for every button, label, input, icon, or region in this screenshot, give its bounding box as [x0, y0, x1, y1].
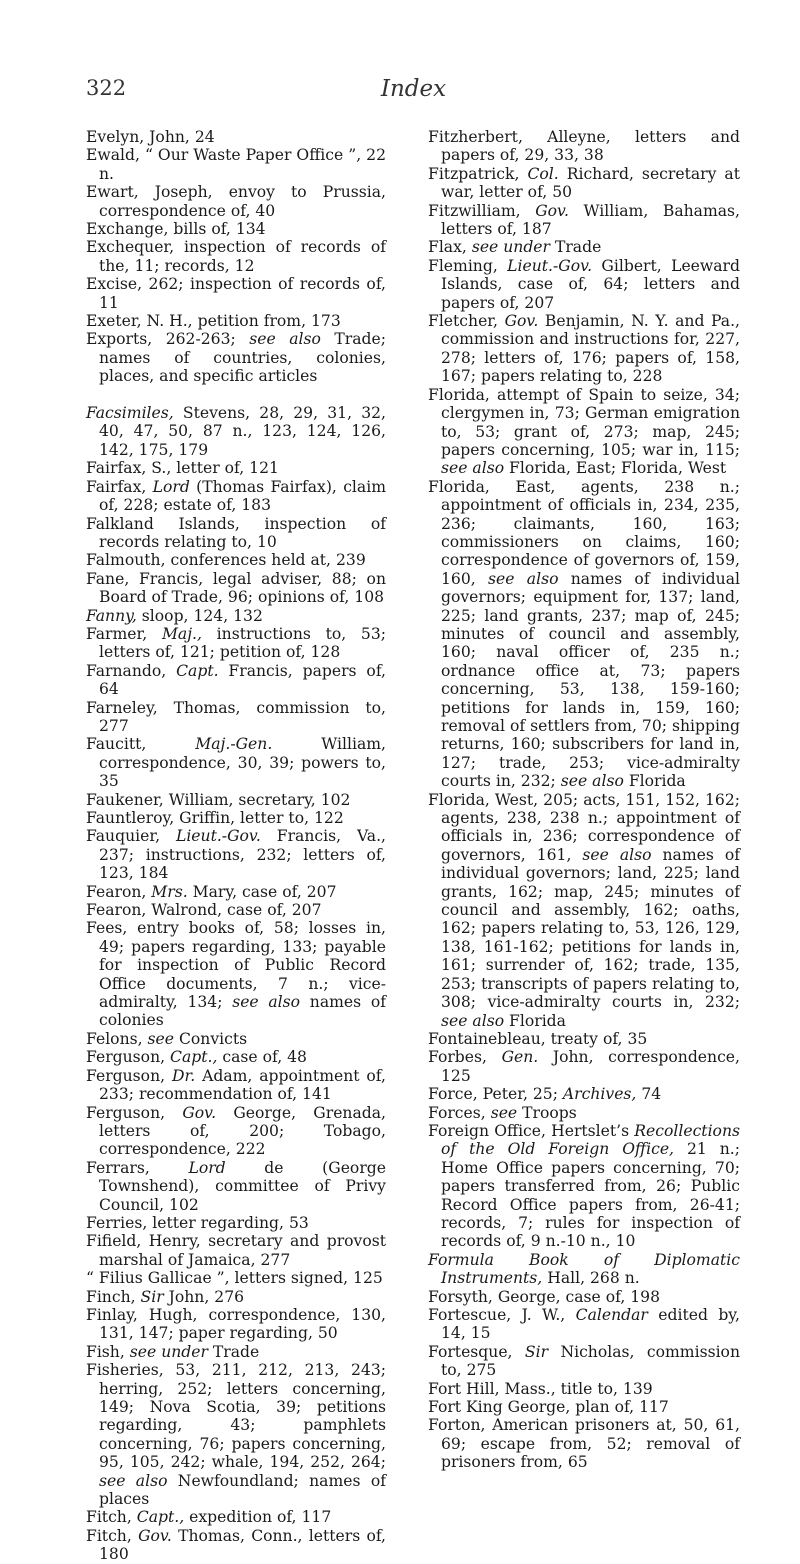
index-entry	[86, 809, 386, 827]
entry-text: Fisheries, 53, 211, 212, 213, 243; herring, 252; letters concerning, 149; Nova Scotia, 39; petitions regarding, 43; pamphlets concerning, 76; papers concerning, 95, 105, 242; whale, 194, 252, 264;	[86, 1361, 386, 1472]
entry-text: Falkland Islands, inspection of records relating to, 10	[86, 514, 386, 551]
index-entry	[86, 1214, 386, 1232]
entry-text: Ferries, letter regarding, 53	[86, 1213, 309, 1232]
entry-text: Francis, Va., 237; instructions, 232; letters of, 123, 184	[99, 827, 387, 883]
index-entry	[428, 128, 740, 165]
italic-text: Capt.	[176, 661, 219, 680]
index-entry	[86, 883, 386, 901]
entry-text: Excise, 262; inspection of records of, 11	[86, 275, 386, 312]
entry-text: Faucitt,	[86, 735, 196, 754]
entry-text: Convicts	[174, 1029, 248, 1048]
entry-text: Fees, entry books of, 58; losses in, 49; papers regarding, 133; payable for inspection of Public Record Office documents, 7 n.; vice-admiralty, 134;	[86, 919, 386, 1012]
entry-text: Fish,	[86, 1342, 130, 1361]
entry-text: Florida, East; Florida, West	[504, 459, 727, 478]
entry-text: Farnando,	[86, 661, 177, 680]
entry-text: Felons,	[86, 1029, 148, 1048]
index-entry	[86, 551, 386, 569]
italic-text: Sir	[140, 1287, 164, 1306]
entry-text: William, correspondence, 30, 39; powers to, 35	[99, 735, 386, 791]
italic-text: Gov.	[182, 1103, 217, 1122]
entry-text: Florida, attempt of Spain to seize, 34; clergymen in, 73; German emigration to, 53; grant of, 273; map, 245; papers concerning, 105; war in, 115;	[428, 385, 740, 459]
entry-text: Fairfax,	[86, 477, 153, 496]
italic-text: see also	[582, 845, 652, 864]
entry-text: Nicholas, commission to, 275	[441, 1342, 740, 1380]
entry-text: Fearon, Walrond, case of, 207	[86, 901, 322, 920]
entry-text: Fitzherbert, Alleyne, letters and papers of, 29, 33, 38	[428, 128, 740, 165]
entry-text: Stevens, 28, 29, 31, 32, 40, 47, 50, 87 n., 123, 124, 126, 142, 175, 179	[99, 404, 386, 459]
right-column	[428, 128, 740, 1472]
index-entry	[86, 735, 386, 790]
index-entry	[86, 404, 386, 459]
italic-text: Formula Book of Diplomatic Instruments,	[428, 1250, 740, 1288]
index-entry	[428, 1104, 740, 1122]
italic-text: Capt.,	[136, 1508, 185, 1527]
index-entry	[86, 128, 386, 146]
index-entry	[86, 478, 386, 515]
entry-text: Benjamin, N. Y. and Pa., commission and instructions for, 227, 278; letters of, 176; papers of, 158, 167; papers relating to, 228	[441, 312, 740, 386]
entry-text: Evelyn, John, 24	[86, 128, 215, 146]
italic-text: Gov.	[138, 1526, 172, 1545]
index-entry	[428, 1416, 740, 1471]
entry-text: Fauquier,	[86, 827, 176, 846]
index-entry	[86, 1343, 386, 1361]
italic-text: Lord	[188, 1158, 226, 1177]
index-entry	[86, 220, 386, 238]
index-entry	[86, 1030, 386, 1048]
entry-text: “ Filius Gallicae ”, letters signed, 125	[86, 1269, 383, 1288]
italic-text: Lord	[152, 477, 190, 496]
entry-text: Flax,	[428, 238, 472, 257]
index-entry	[86, 1508, 386, 1526]
entry-text: de (George Townshend), committee of Privy Council, 102	[99, 1158, 386, 1214]
italic-text: Lieut.-Gov.	[175, 827, 261, 846]
entry-text: Ewald, “ Our Waste Paper Office ”, 22 n.	[86, 146, 386, 183]
entry-text: 21 n.; Home Office papers concerning, 70; papers transferred from, 26; Public Record Office papers from, 26-41; records, 7; rules for inspection of records of, 9 n.-10 n., 10	[441, 1140, 740, 1251]
entry-text: instructions to, 53; letters of, 121; petition of, 128	[99, 624, 386, 662]
italic-text: see also	[560, 772, 624, 791]
italic-text: Gov.	[504, 312, 539, 331]
index-entry	[86, 570, 386, 607]
index-entry	[428, 257, 740, 312]
entry-text: Trade	[207, 1342, 260, 1361]
entry-text: Fitch,	[86, 1508, 137, 1527]
italic-text: Calendar	[575, 1306, 648, 1324]
index-entry	[86, 699, 386, 736]
index-entry	[86, 459, 386, 477]
index-entry	[86, 275, 386, 312]
entry-text: Fleming,	[428, 256, 508, 275]
italic-text: Mrs.	[151, 882, 188, 901]
entry-text: Fortesque,	[428, 1342, 525, 1361]
entry-text: Forbes,	[428, 1048, 502, 1067]
entry-text: William, Bahamas, letters of, 187	[441, 201, 740, 239]
italic-text: Maj.,	[161, 624, 202, 643]
entry-text: Newfoundland; names of places	[99, 1471, 386, 1509]
italic-text: Sir	[524, 1342, 549, 1361]
index-entry	[86, 515, 386, 552]
index-entry	[86, 791, 386, 809]
entry-text: names of individual governors; equipment for, 137; land, 225; land grants, 237; map of, 245; minutes of council and assembly, 160; naval officer of, 235 n.; ordnance office at, 73; papers concerning, 53, 138, 159-160; petitions for lands in, 159, 160; removal of settlers from, 70; shipping returns, 160; subscribers for land in, 127; trade, 253; vice-admiralty courts in, 232;	[441, 569, 740, 791]
entry-text: edited by, 14, 15	[441, 1306, 740, 1343]
index-entry	[86, 662, 386, 699]
index-entry	[86, 1067, 386, 1104]
index-entry	[428, 386, 740, 478]
entry-text: Forton, American prisoners at, 50, 61, 69; escape from, 52; removal of prisoners from, 65	[428, 1416, 740, 1472]
entry-text: Fitch,	[86, 1526, 139, 1545]
index-entry	[428, 1306, 740, 1343]
index-entry	[428, 1288, 740, 1306]
entry-text: Mary, case of, 207	[187, 882, 337, 901]
entry-text: Falmouth, conferences held at, 239	[86, 551, 366, 570]
entry-text: Florida	[504, 1011, 566, 1030]
entry-text: Ferguson,	[86, 1048, 171, 1067]
page-header	[86, 76, 741, 106]
entry-text: Francis, papers of, 64	[99, 661, 386, 699]
index-entry	[86, 1159, 386, 1214]
index-entry	[86, 1361, 386, 1508]
page-number: 322	[86, 76, 127, 100]
index-entry	[428, 165, 740, 202]
index-entry	[428, 312, 740, 386]
entry-text: John, correspondence, 125	[441, 1048, 740, 1085]
entry-text: Trade	[549, 238, 602, 257]
entry-text: Ferrars,	[86, 1158, 189, 1177]
entry-text: George, Grenada, letters of, 200; Tobago, correspondence, 222	[99, 1103, 387, 1159]
entry-text: Farneley, Thomas, commission to, 277	[86, 698, 386, 735]
entry-text: Fontainebleau, treaty of, 35	[428, 1029, 648, 1048]
index-entry	[86, 330, 386, 385]
entry-text: Florida, East, agents, 238 n.; appointment of officials in, 234, 235, 236; claimants, 160, 163; commissioners on claims, 160; correspondence of governors of, 159, 160,	[428, 477, 740, 588]
entry-text: Force, Peter, 25;	[428, 1085, 563, 1104]
index-entry	[428, 1398, 740, 1416]
entry-text: John, 276	[163, 1287, 245, 1306]
entry-text: Forsyth, George, case of, 198	[428, 1287, 660, 1306]
index-entry	[86, 625, 386, 662]
index-entry	[428, 1030, 740, 1048]
index-entry	[86, 1269, 386, 1287]
italic-text: see also	[441, 1011, 505, 1030]
entry-text: Ewart, Joseph, envoy to Prussia, correspondence of, 40	[86, 183, 386, 220]
italic-text: see	[147, 1029, 174, 1048]
entry-text: Fort King George, plan of, 117	[428, 1398, 669, 1417]
index-entry	[428, 478, 740, 791]
italic-text: Gen.	[501, 1048, 539, 1067]
entry-text: Fitzpatrick,	[428, 164, 528, 183]
entry-text: Exports, 262-263;	[86, 330, 250, 349]
index-entry	[428, 202, 740, 239]
index-entry	[86, 183, 386, 220]
entry-text: Fortescue, J. W.,	[428, 1306, 576, 1324]
entry-text: Fifield, Henry, secretary and provost marshal of Jamaica, 277	[86, 1232, 386, 1269]
entry-text: Fane, Francis, legal adviser, 88; on Board of Trade, 96; opinions of, 108	[86, 569, 386, 607]
index-entry	[86, 1288, 386, 1306]
index-entry	[86, 1232, 386, 1269]
italic-text: see also	[232, 993, 301, 1012]
index-entry	[86, 827, 386, 882]
italic-text: Dr.	[171, 1066, 196, 1085]
entry-text: Fauntleroy, Griffin, letter to, 122	[86, 809, 344, 828]
entry-text: Forces,	[428, 1103, 491, 1122]
index-entry	[86, 1306, 386, 1343]
index-entry	[86, 1048, 386, 1066]
index-entry	[428, 1122, 740, 1251]
entry-text: Exeter, N. H., petition from, 173	[86, 312, 341, 331]
entry-text: Florida, West, 205; acts, 151, 152, 162; agents, 238, 238 n.; appointment of officials in, 236; correspondence of governors, 161,	[428, 790, 740, 864]
entry-text: Exchange, bills of, 134	[86, 220, 266, 239]
italic-text: Col.	[527, 164, 559, 183]
index-entry	[86, 238, 386, 275]
entry-text: Finch,	[86, 1287, 141, 1306]
entry-text: Trade; names of countries, colonies, places, and specific articles	[99, 330, 386, 386]
entry-text: Exchequer, inspection of records of the, 11; records, 12	[86, 238, 386, 275]
entry-text: Finlay, Hugh, correspondence, 130, 131, 147; paper regarding, 50	[86, 1305, 386, 1343]
index-entry	[86, 901, 386, 919]
index-entry	[86, 607, 386, 625]
entry-text: Farmer,	[86, 624, 162, 643]
italic-text: Capt.,	[170, 1048, 218, 1067]
italic-text: see under	[471, 238, 550, 257]
running-head: Index	[380, 76, 447, 102]
index-entry	[86, 146, 386, 183]
index-entry	[86, 919, 386, 1029]
entry-text: case of, 48	[217, 1048, 307, 1067]
entry-text: (Thomas Fairfax), claim of, 228; estate of, 183	[99, 477, 386, 515]
entry-text: Florida	[623, 772, 686, 791]
italic-text: Archives,	[562, 1085, 637, 1104]
italic-text: see also	[488, 569, 559, 588]
entry-text: sloop, 124, 132	[136, 606, 263, 625]
entry-text: names of colonies	[99, 993, 387, 1030]
entry-text: 74	[636, 1085, 662, 1104]
italic-text: see also	[441, 459, 505, 478]
entry-text: Gilbert, Leeward Islands, case of, 64; letters and papers of, 207	[441, 256, 740, 312]
italic-text: see also	[249, 330, 321, 349]
entry-text: Ferguson,	[86, 1066, 172, 1085]
index-entry	[86, 1104, 386, 1159]
italic-text: Facsimiles,	[86, 404, 174, 423]
index-entry	[428, 1380, 740, 1398]
index-entry	[428, 1251, 740, 1288]
italic-text: Gov.	[535, 201, 569, 220]
entry-text: Thomas, Conn., letters of, 180	[99, 1526, 387, 1564]
left-column	[86, 128, 386, 1564]
entry-text: Fletcher,	[428, 312, 505, 331]
italic-text: Recollections of the Old Foreign Office,	[441, 1121, 740, 1159]
entry-text: Hall, 268 n.	[542, 1269, 640, 1288]
index-entry	[86, 1527, 386, 1564]
entry-text: Fairfax, S., letter of, 121	[86, 459, 279, 478]
italic-text: see under	[129, 1342, 208, 1361]
italic-text: see	[490, 1103, 518, 1122]
italic-text: Maj.-Gen.	[195, 735, 273, 754]
italic-text: Lieut.-Gov.	[507, 256, 593, 275]
entry-text: Faukener, William, secretary, 102	[86, 790, 351, 809]
entry-text: Richard, secretary at war, letter of, 50	[441, 164, 740, 202]
entry-text: Fitzwilliam,	[428, 201, 536, 220]
index-entry	[86, 312, 386, 330]
index-entry	[428, 238, 740, 256]
entry-text: names of individual governors; land, 225; land grants, 162; map, 245; minutes of council and assembly, 162; oaths, 162; papers relating to, 53, 126, 129, 138, 161-162; petitions for lands in, 161; surrender of, 162; trade, 135, 253; transcripts of papers relating to, 308; vice-admiralty courts in, 232;	[441, 845, 741, 1012]
entry-text: Fearon,	[86, 882, 152, 901]
index-entry	[428, 1343, 740, 1380]
index-entry	[428, 1085, 740, 1103]
italic-text: see also	[99, 1471, 168, 1490]
index-entry	[428, 791, 740, 1030]
entry-text: Fort Hill, Mass., title to, 139	[428, 1379, 653, 1398]
entry-text: Ferguson,	[86, 1103, 183, 1122]
index-entry	[428, 1048, 740, 1085]
entry-text: expedition of, 117	[184, 1508, 332, 1527]
italic-text: Fanny,	[86, 606, 137, 625]
entry-text: Foreign Office, Hertslet’s	[428, 1121, 635, 1140]
entry-text: Adam, appointment of, 233; recommendation of, 141	[99, 1066, 386, 1104]
entry-text: Troops	[517, 1103, 577, 1122]
